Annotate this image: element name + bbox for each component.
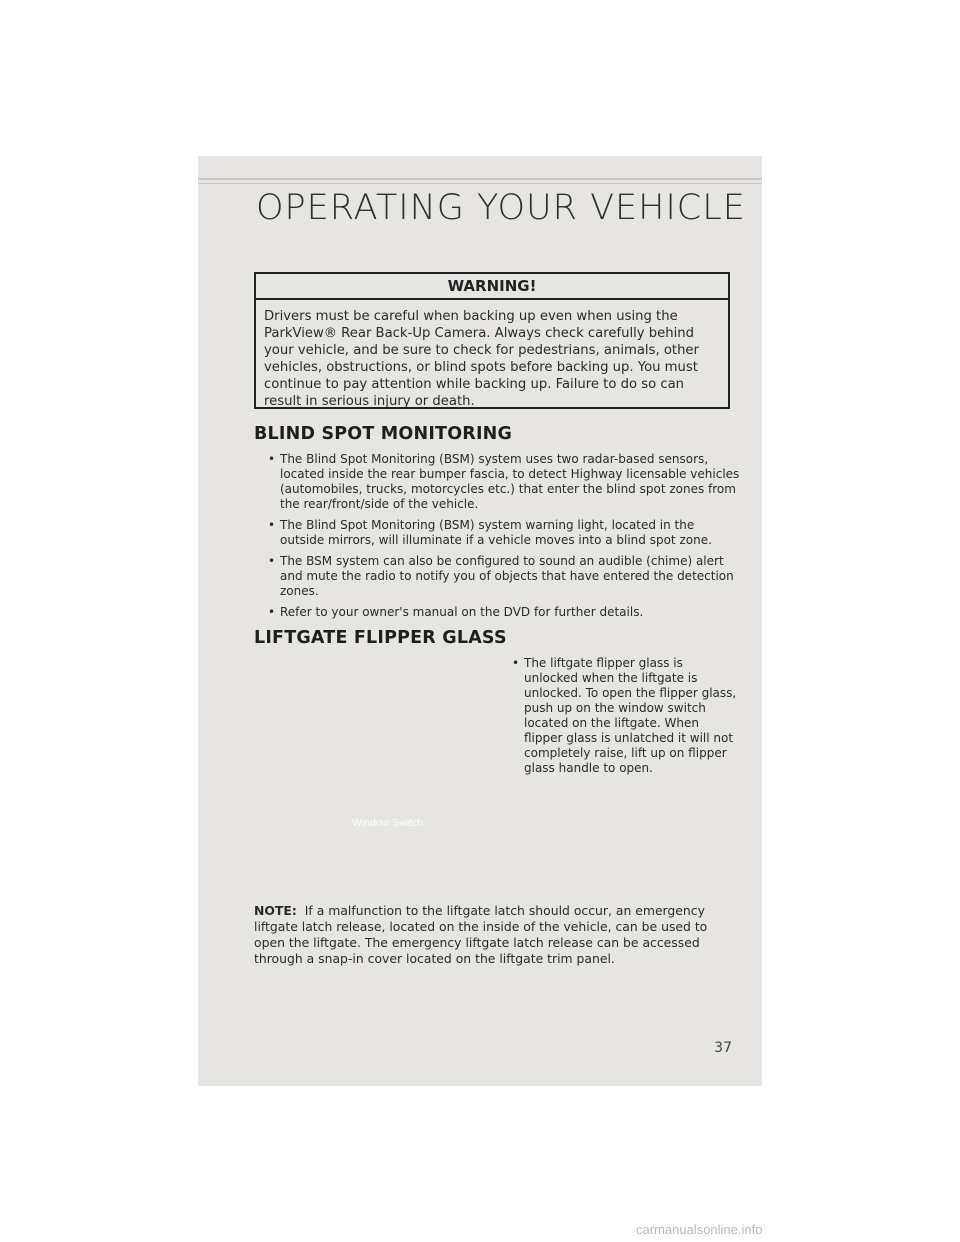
blind-spot-list (262, 452, 740, 626)
watermark: carmanualsonline.info (636, 1222, 763, 1237)
section-title: OPERATING YOUR VEHICLE (256, 188, 746, 228)
manual-page (198, 156, 762, 1086)
note-text: If a malfunction to the liftgate latch should occur, an emergency liftgate latch release, located on the inside of the vehicle, can be used to open the liftgate. The emergency liftgate latch release can be accessed through a snap-in cover located on the liftgate trim panel. (254, 903, 708, 966)
window-switch-label: Window Switch (352, 817, 424, 829)
blind-spot-heading: BLIND SPOT MONITORING (254, 424, 513, 444)
page-number: 37 (714, 1040, 732, 1056)
liftgate-heading: LIFTGATE FLIPPER GLASS (254, 628, 507, 648)
note-label: NOTE: (254, 903, 297, 918)
list-item: • The Blind Spot Monitoring (BSM) system uses two radar-based sensors, located inside the rear bumper fascia, to detect Highway licensable vehicles (automobiles, trucks, motorcycles etc.) that enter the blind spot zones from the rear/front/side of the vehicle. (262, 452, 740, 512)
list-item: • The liftgate flipper glass is unlocked when the liftgate is unlocked. To open the flipper glass, push up on the window switch located on the liftgate. When flipper glass is unlatched it will not completely raise, lift up on flipper glass handle to open. (506, 656, 738, 776)
warning-title: WARNING! (256, 274, 728, 300)
warning-text: Drivers must be careful when backing up even when using the ParkView® Rear Back-Up Camera. Always check carefully behind your vehicle, and be sure to check for pedestrians, animals, other vehicles, obstructions, or blind spots before backing up. You must continue to pay attention while backing up. Failure to do so can result in serious injury or death. (264, 309, 699, 409)
liftgate-list (506, 656, 738, 782)
list-item: • The BSM system can also be configured to sound an audible (chime) alert and mute the radio to notify you of objects that have entered the detection zones. (262, 554, 740, 599)
liftgate-photo (254, 656, 494, 896)
list-item: • Refer to your owner's manual on the DVD for further details. (262, 605, 740, 620)
note-paragraph (254, 903, 738, 967)
warning-box (254, 272, 730, 409)
list-item: • The Blind Spot Monitoring (BSM) system warning light, located in the outside mirrors, will illuminate if a vehicle moves into a blind spot zone. (262, 518, 740, 548)
